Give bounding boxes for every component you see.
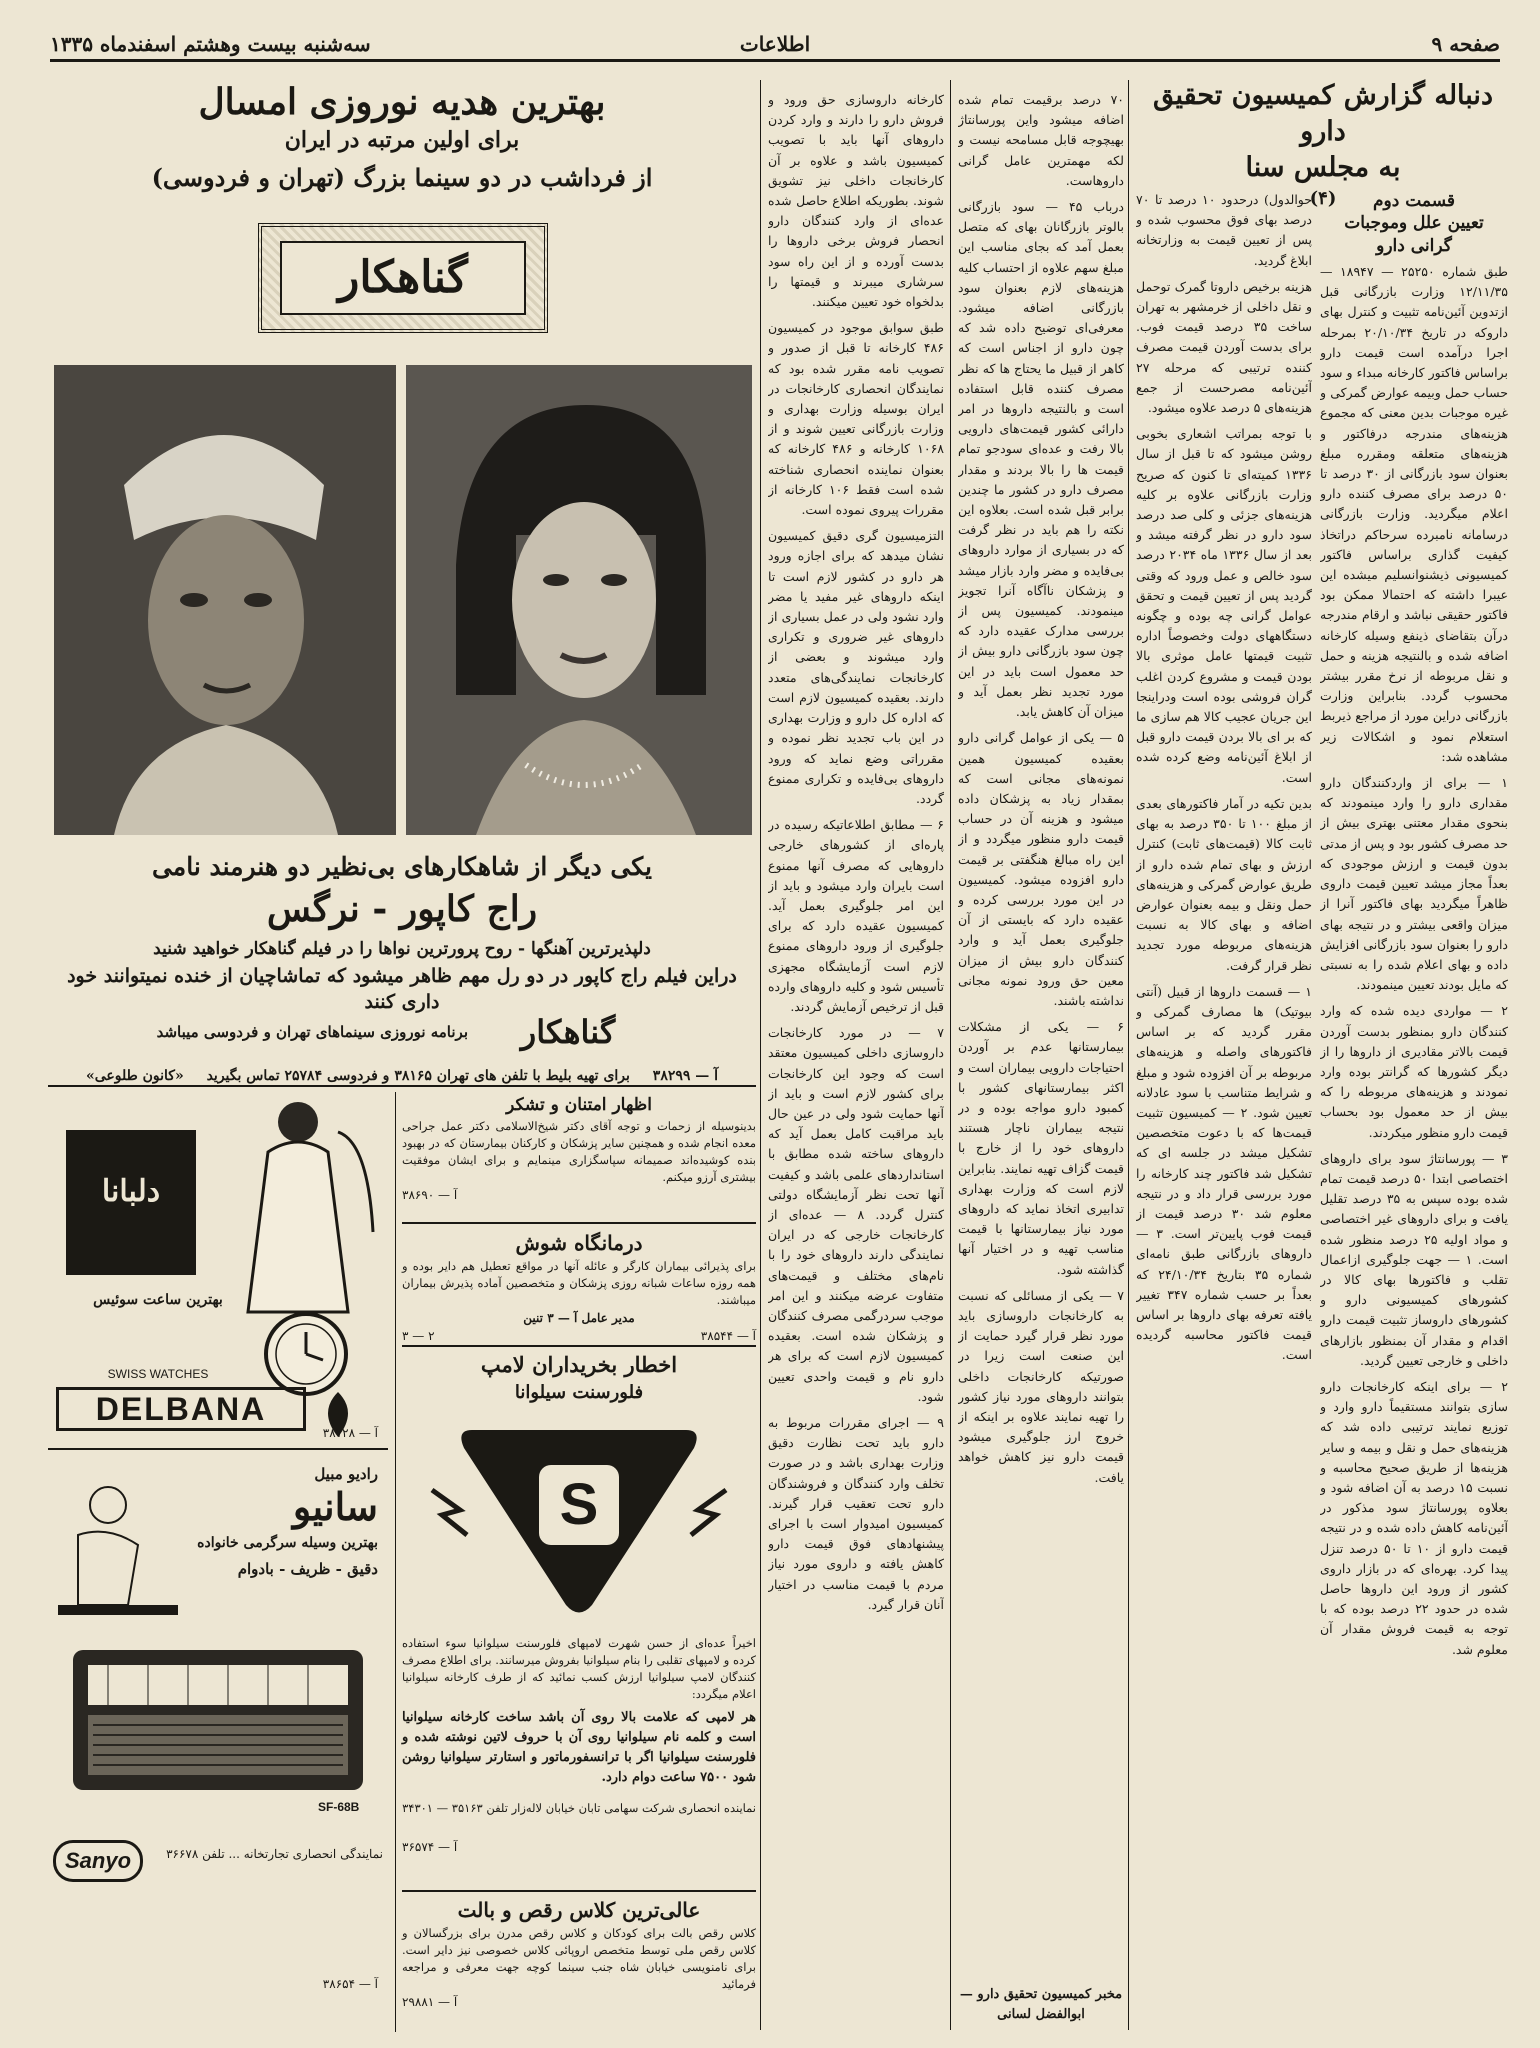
radio-agent: نمایندگی انحصاری تجارتخانه ... تلفن ۳۶۶۷۸ (166, 1847, 383, 1861)
paragraph: التزمیسیون گری دقیق کمیسیون نشان میدهد که برای اجازه ورود هر دارو در کشور لازم است تا اینکه داروهای غیر مفید یا مضر وارد نشود ولی در عمل بسیاری از داروهای غیر ضروری و تکراری وارد میشوند و بعضی از کارخانجات نمایندگی‌های متعدد دارند. بعقیده کمیسیون لازم است که اداره کل دارو و وزارت بهداری در این باب تجدید نظر نموده و مقرراتی وضع نماید که ورود داروهای بی‌فایده و تکراری ممنوع گردد. (768, 528, 944, 806)
column-rule (1128, 80, 1129, 2030)
article-title-line2: به مجلس سنا (1245, 152, 1401, 183)
lamp-body: اخیراً عده‌ای از حسن شهرت لامپهای فلورسنت سیلوانیا سوء استفاده کرده و لامپهای تقلبی را بنام سیلوانیا بفروش میرسانند. برای اطلاع مصرف کنندگان لامپ سیلوانیا ارزش کسب نمائید که از طرف کارخانه سیلوانیا اعلام میگردد: (402, 1636, 756, 1701)
header-paper-name: اطلاعات (739, 32, 811, 56)
paragraph: کارخانه داروسازی حق ورود و فروش دارو را دارند و وارد کردن داروهای آنها باید با تصویب کمیسیون باشد و علاوه بر آن کارخانجات داخلی نیز تشویق شوند. بطوریکه اطلاع حاصل شده عده‌ای از وارد کنندگان دارو انحصار فروش برخی داروها را بدست آورده و از این راه سود سرشاری میبرند و قیمتها را بدلخواه خود تعیین میکنند. (768, 92, 944, 310)
section-divider (402, 1345, 756, 1347)
column-rule (950, 80, 951, 2030)
paragraph: ۷ — در مورد کارخانجات داروسازی داخلی کمیسیون معتقد است که وجود این کارخانجات برای کشور لازم است و باید از آنها حمایت شود ولی در عین حال باید مراقبت کامل بعمل آید که داروهای ساخته شده مطابق با استانداردهای علمی باشد و کیفیت آنها تحت نظر آزمایشگاه دولتی کنترل گردد. ۸ — عده‌ای از کارخانجات خارجی که در ایران نمایندگی دارند داروهای خود را با نام‌های مختلف و قیمت‌های متفاوت عرضه میکنند و این امر موجب سردرگمی مصرف کنندگان و پزشکان شده است. بعقیده کمیسیون لازم است که برای هر دارو نام و قیمت واحدی تعیین شود. (768, 1025, 944, 1404)
agency-credit: «کانون طلوعی» (85, 1068, 184, 1084)
ref-number: آ — ۳۸۲۹۹ (652, 1068, 719, 1084)
portrait-man-image (54, 365, 396, 835)
lamp-ad (402, 1350, 756, 1885)
paragraph: حوالدول) درحدود ۱۰ درصد تا ۷۰ درصد بهای فوق محسوب شده و پس از تعیین قیمت به وزارتخانه ابلاغ گردید. (1136, 192, 1312, 268)
section-divider (402, 1890, 756, 1892)
paragraph: ۲ — مواردی دیده شده که وارد کنندگان دارو بمنظور بدست آوردن قیمت بالاتر مقادیری از داروها را از دیگر کشورها که گرانتر بوده وارد نمودند و هزینه‌های مربوطه را که بیش از حد معمول بود بحساب قیمت دارو منظور میکردند. (1320, 1003, 1508, 1140)
portrait-woman-image (406, 365, 752, 835)
paragraph: ۶ — مطابق اطلاعاتیکه رسیده در پاره‌ای از کشورهای خارجی داروهایی که مصرف آنها ممنوع است بایران وارد میشود و باید از این امر جلوگیری بعمل آید. کمیسیون عقیده دارد که برای جلوگیری از ورود داروهای ممنوع لازم است آزمایشگاه مجهزی تأسیس شود و کلیه داروهای وارده قبل از ترخیص آزمایش گردند. (768, 817, 944, 1014)
header-date: سه‌شنبه بیست وهشتم اسفندماه ۱۳۳۵ (50, 32, 371, 56)
movie-songs: دلپذیرترین آهنگها - روح پرورترین نواها را در فیلم گناهکار خواهید شنید (153, 939, 651, 959)
dance-class-ad (402, 1895, 756, 2035)
radio-brand-en: Sanyo (53, 1840, 143, 1882)
paragraph: ۱ — برای از واردکنندگان دارو مقداری دارو را وارد مینمودند که بنحوی مقدار معتنی بهتری بیش از حد مصرف کشور بود و پس از مدتی بدون قیمت و ارزش موجودی که بعداً مجاز میشد تعیین قیمت داروی ظاهراً میگردید بهای فاکتور آنرا از میزان واقعی بیشتر و در نتیجه بهای دارو را بعنوان سود بازرگانی افزایش داده و بهای اعلام شده را به نسبتی که مایل بودند تعیین مینمودند. (1320, 775, 1508, 993)
movie-program: برنامه نوروزی سینماهای تهران و فردوسی میباشد (156, 1023, 468, 1041)
ref-number: آ — ۳۸۶۵۴ (322, 1977, 378, 1991)
thanks-ad (402, 1092, 756, 1217)
clinic-director: مدیر عامل آ — ۳ تنین (523, 1311, 635, 1325)
watch-ad (48, 1092, 388, 1442)
watch-brand-fa: دلبانا (101, 1174, 161, 1209)
header-page-number: صفحه ۹ (1431, 32, 1500, 56)
paragraph: ۹ — اجرای مقررات مربوط به دارو باید تحت نظارت دقیق وزارت بهداری باشد و در صورت تخلف وارد کنندگان و فروشندگان دارو تحت تعقیب قرار گیرند. کمیسیون امیدوار است با اجرای پیشنهادهای فوق قیمت دارو کاهش یافته و داروی مورد نیاز مردم با قیمت مناسب در اختیار آنان قرار گیرد. (768, 1415, 944, 1612)
radio-ad (48, 1455, 388, 2000)
watch-tagline: بهترین ساعت سوئیس (93, 1292, 223, 1308)
woman-listening-illustration (48, 1475, 188, 1635)
paragraph: طبق شماره ۲۵۲۵۰ — ۱۸۹۴۷ — ۱۲/۱۱/۳۵ وزارت بازرگانی قبل ازتدوین آئین‌نامه تثبیت و کنترل بهای داروکه در تاریخ ۲۰/۱۰/۳۴ بمرحله اجرا درآمده است قیمت دارو براساس فاکتور کارخانه مبداء و سود حساب حمل وبیمه عوارض گمرکی و غیره موجبات بدین معنی که مجموع هزینه‌های مندرجه درفاکتور و هزینه‌های متعلقه ومقرره مبلغ بعنوان سود بازرگانی از ۳۰ درصد تا ۵۰ درصد برای مصرف کننده دارو اعلام میگردید. وزارت بازرگانی درسامانه نامبرده سرحاکم دراتخاذ کیفیت گذاری براساس فاکتور کمیسیونی ذیشنوانسلیم میشده این عیبرا داشته که احتمالا ممکن بود فاکتور حقیقی نباشد و ارقام مندرجه درآن بتقاضای ذینفع وسیله کارخانه اضافه شده و بالنتیجه هزینه و حمل و نقل مربوطه از نرخ مقرر بیشتر محسوب گردد. بنابراین وزارت بازرگانی دراین مورد از مراجع ذیربط استعلام نمود و اشکالات زیر مشاهده شد: (1320, 264, 1508, 764)
movie-cinemas: از فرداشب در دو سینما بزرگ (تهران و فردوسی) (151, 163, 653, 192)
sylvania-logo-letter: S (559, 1472, 599, 1537)
clinic-body: برای پذیرائی بیماران کارگر و عائله آنها در مواقع تعطیل هم دایر بوده و همه روزه ساعات شبانه روزی پزشکان و متخصصین آماده پذیرش بیماران میباشند. (402, 1259, 756, 1307)
radio-label: رادیو مبیل (314, 1465, 378, 1483)
ref-number: آ — ۳۸۵۴۴ (700, 1329, 756, 1343)
ticket-info: برای تهیه بلیط با تلفن های تهران ۳۸۱۶۵ و فردوسی ۲۵۷۸۴ تماس بگیرید (206, 1068, 630, 1084)
movie-description: دراین فیلم راج کاپور در دو رل مهم ظاهر میشود که تماشاچیان از خنده نمیتوانند خود داری کنند (67, 965, 737, 1013)
article-title: دنباله گزارش کمیسیون تحقیق دارو (1153, 80, 1493, 147)
section-subtitle-2: گرانی دارو (1376, 236, 1452, 256)
paragraph: هزینه برخیص داروتا گمرک توحمل و نقل داخلی از خرمشهر به تهران ساخت ۳۵ درصد قیمت فوب. برای بدست آوردن قیمت مصرف کننده ترتیبی که مرحله ۲۷ آئین‌نامه مصرحست از جمع هزینه‌های ۵ درصد علاوه میشود. (1136, 278, 1312, 416)
clinic-ad (402, 1228, 756, 1343)
article-column-2 (1136, 190, 1312, 2040)
section-subtitle: تعیین علل وموجبات (1344, 213, 1484, 233)
lamp-body-2: هر لامپی که علامت بالا روی آن باشد ساخت کارخانه سیلوانیا است و کلمه نام سیلوانیا روی آن با حروف لاتین نوشته شده و فلورسنت سیلوانیا اگر با ترانسفورماتور و استارتر سیلوانیا روشن شود ۷۵۰۰ ساعت دوام دارد. (402, 1710, 756, 1785)
paragraph: طبق سوابق موجود در کمیسیون ۴۸۶ کارخانه تا قبل از صدور و تصویب نامه مقرر شده بود که نمایندگان انحصاری کارخانجات در ایران بوسیله وزارت بهداری و وزارت بازرگانی تعیین شوند و از ۱۰۶۸ کارخانه و ۴۸۶ کارخانه که بعنوان نماینده انحصاری شناخته شده است فقط ۱۰۶ کارخانه از مقررات پیروی نموده است. (768, 320, 944, 518)
page-header (50, 30, 1500, 62)
paragraph: با توجه بمراتب اشعاری بخوبی روشن میشود که تا قبل از سال ۱۳۳۶ کمیته‌ای تا کنون که صریح وزارت بازرگانی علاوه بر کلیه هزینه‌های جزئی و کلی صد درصد سود دارو در نظر گرفته میشد و بعد از سال ۱۳۳۶ ماه ۲۰۳۴ درصد سود خالص و عمل ورود که وقتی گردید پس از تعیین قیمت و تحقق عوامل گرانی چه بوده و چگونه دستگاههای دولت وخصوصاً اداره تثبیت قیمتها عامل موثری بالا بودن قیمت و مشروع کردن اغلب گران فروشی بوده است ودراینجا این جریان عجیب کالا هم سازی ما که بر ای بالا بردن قیمت دارو قبل از ابلاغ آئین‌نامه وضع کرده شده است. (1136, 426, 1312, 785)
section-title: قسمت دوم (1372, 191, 1456, 211)
middle-column-2 (768, 90, 944, 2040)
dance-class-body: کلاس رقص بالت برای کودکان و کلاس رقص مدرن برای بزرگسالان و کلاس رقص ملی توسط متخصص اروپائی کلاس خصوصی نیز دایر است. برای نامنویسی خیابان شاه جنب سینما کوچه جهت معرفی و مراجعه فرمائید (402, 1926, 756, 1991)
radio-set-image (68, 1640, 368, 1800)
paragraph: ۷ — یکی از مسائلی که نسبت به کارخانجات داروسازی باید مورد نظر قرار گیرد حمایت از این صنعت است زیرا در صورتیکه کارخانجات داخلی بتوانند داروهای مورد نیاز کشور را تهیه نمایند علاوه بر اینکه از خروج ارز جلوگیری میشود قیمت دارو نیز کاهش خواهد یافت. (958, 1287, 1124, 1485)
film-title-frame (258, 223, 548, 333)
dance-class-title: عالی‌ترین کلاس رقص و بالت (457, 1898, 701, 1922)
paragraph: درباب ۴۵ — سود بازرگانی بالوتر بازرگانان بهای که متصل بعمل آمد که بجای مناسب این مبلغ سهم علاوه از احتساب کلیه هزینه‌های لازم بعنوان سود بازرگانی اضافه میشود. معرفی‌ای توضیح داده شد که چون دارو از اجناس است که کاهر از قبیل ما یحتاج ها که نظر مصرف کننده قابل استفاده است و بالنتیجه داروها در امر دارائی کشور قیمت‌های دارویی بالا رفت و عده‌ای سودجو تمام قیمت ها را بالا بردند و مقدار مصرف دارو در کشور ما چندین برابر قبل شده است. بعلاوه این نکته را هم باید در نظر گرفت که در بسیاری از موارد داروهای بی‌فایده و مضر وارد بازار میشد و پزشکان ناآگاه آنرا تجویز مینمودند. کمیسیون پس از بررسی مدارک عقیده دارد که چون سود بازرگانی دارو بیش از حد معمول است باید در این مورد تجدید نظر بعمل آید و میزان آن کاهش یابد. (958, 199, 1124, 720)
thanks-body: بدینوسیله از زحمات و توجه آقای دکتر شیخ‌الاسلامی دکتر عمل جراحی معده انجام شده و همچنین سایر پزشکان و کارکنان بیمارستان که در بهبود بنده کوشیده‌اند صمیمانه سپاسگزاری مینمایم و برای ایشان موفقیت بیشتری آرزو میکنم. (402, 1119, 756, 1184)
swiss-watches-text: SWISS WATCHES (107, 1367, 209, 1381)
section-divider (48, 1085, 756, 1087)
article-column-1 (1320, 190, 1508, 2040)
movie-subheadline: برای اولین مرتبه در ایران (284, 127, 520, 153)
clinic-refs (402, 1327, 756, 1345)
watch-brand-en: DELBANA (56, 1387, 306, 1431)
article-part: (۴) (1309, 188, 1337, 209)
radio-qualities: دقیق - ظریف - بادوام (237, 1560, 378, 1578)
movie-tickets (48, 1065, 756, 1087)
column-rule (395, 1092, 396, 2032)
article-signature: مخبر کمیسیون تحقیق دارو — ابوالفضل لسانی (958, 1985, 1124, 2025)
film-title: گناهکار (280, 241, 526, 315)
movie-ad (48, 75, 756, 1040)
paragraph: ۵ — یکی از عوامل گرانی دارو بعقیده کمیسیون همین نمونه‌های مجانی است که بمقدار زیاد به پزشکان داده میشود و هزینه آن در حساب قیمت دارو منظور میگردد و از این راه مبالغ هنگفتی بر قیمت دارو افزوده میشود. کمیسیون در این مورد بررسی کرده و عقیده دارد که بایستی از آن جلوگیری بعمل آید و وارد کنندگان دارو بیش از میزان معین حق ورود نمونه مجانی نداشته باشند. (958, 730, 1124, 1008)
ref-number: آ — ۲۹۸۸۱ (402, 1995, 458, 2009)
section-divider (48, 1448, 388, 1450)
column-rule (760, 80, 761, 2030)
lamp-agent: نماینده انحصاری شرکت سهامی تابان خیابان لاله‌زار تلفن ۳۵۱۶۳ — ۳۴۳۰۱ (402, 1801, 756, 1815)
ref-number: آ — ۳۶۵۷۴ (402, 1840, 458, 1854)
film-title-2: گناهکار (520, 1013, 616, 1051)
paragraph: ۷۰ درصد برقیمت تمام شده اضافه میشود واین پورسانتاژ بهیچوجه قابل مسامحه نیست و لکه مهمترین عامل گرانی داروهاست. (958, 92, 1124, 188)
paragraph: ۱ — قسمت داروها از قبیل (آنتی بیوتیک) ها مصارف گمرکی و مقرر گردید که بر اساس فاکتورهای واصله و هزینه‌های مربوطه بر آن افزوده شود و مبلغ و شرایط متناسب با سود عادلانه تعیین شود. ۲ — کمیسیون تثبیت قیمت‌ها که با دعوت متخصصین تشکیل میشد در جلسه ای که تشکیل شد فاکتور چند کارخانه را مورد بررسی قرار داد و در نتیجه معلوم شد ۳۰ درصد قیمت از قیمت فوب پایین‌تر است. ۳ — داروهای بازرگانی طبق نامه‌ای شماره ۳۵ بتاریخ ۲۴/۱۰/۳۴ که بعداً بر حسب شماره ۳۴۷ تغییر یافته تعرفه بهای داروها بر اساس قیمت فاکتور محاسبه گردیده است. (1136, 983, 1312, 1363)
lamp-title: اخطار بخریداران لامپ (480, 1352, 678, 1377)
ref-number-2: ۲ — ۳ (402, 1329, 435, 1343)
section-divider (402, 1222, 756, 1224)
ref-number: آ — ۳۸۷۲۸ (322, 1426, 378, 1440)
photo-raj-kapoor (54, 365, 396, 835)
paragraph: بدین تکیه در آمار فاکتورهای بعدی از مبلغ ۱۰۰ تا ۳۵۰ درصد به بهای ثابت کالا (قیمت‌های ثابت) کنترل ارزش و بهای تمام شده دارو از طریق عوارض گمرکی و هزینه‌های حمل ونقل و بیمه بعنوان عوارض اضافه و بهای کالا به نسبت هزینه‌های مربوطه مورد تجدید نظر قرار گرفت. (1136, 795, 1312, 973)
radio-brand-fa: سانیو (292, 1484, 378, 1529)
movie-headline: بهترین هدیه نوروزی امسال (198, 81, 606, 123)
ref-number: آ — ۳۸۶۹۰ (402, 1188, 458, 1202)
clinic-title: درمانگاه شوش (515, 1231, 643, 1255)
paragraph: ۶ — یکی از مشکلات بیمارستانها عدم بر آوردن احتیاجات دارویی بیماران است و اکثر بیمارستانهای کشور با کمبود دارو مواجه بوده و در نتیجه بیماران ناچار هستند داروهای خود را از خارج با قیمت گزاف تهیه نمایند. بنابراین لازم است که وزارت بهداری تدابیری اتخاذ نماید که داروهای مورد نیاز بیمارستانها با قیمت مناسب تهیه و در اختیار آنها گذاشته شود. (958, 1019, 1124, 1277)
movie-stars: راج کاپور - نرگس (266, 888, 538, 930)
lamp-subtitle: فلورسنت سیلوانا (514, 1382, 644, 1403)
paragraph: ۲ — برای اینکه کارخانجات دارو سازی بتوانند مستقیماً دارو وارد و توزیع نمایند ترتیبی داده شد که هزینه‌های حمل و نقل و بیمه و سایر هزینه‌ها از طریق صحیح محاسبه و نسبت ۱۵ درصد به آن اضافه شود و بعلاوه پورسانتاژ سود مذکور در آئین‌نامه کاهش داده شده و در نتیجه قیمت دارو از ۱۰ تا ۵۰ درصد تنزل پیدا کرد. بهره‌ای که در بازار داروی کشور از ورود این داروها حاصل شده در حدود ۲۲ درصد بوده که با توجه به قیمت فروش مقدار آن معلوم شد. (1320, 1378, 1508, 1657)
radio-tagline: بهترین وسیله سرگرمی خانواده (197, 1535, 378, 1551)
thanks-title: اظهار امتنان و تشکر (506, 1095, 652, 1115)
middle-column-1 (958, 90, 1124, 2040)
movie-tagline: یکی دیگر از شاهکارهای بی‌نظیر دو هنرمند نامی (151, 852, 653, 881)
paragraph: ۳ — پورسانتاژ سود برای داروهای اختصاصی ابتدا ۵۰ درصد قیمت تمام شده بوده سپس به ۳۵ درصد تقلیل یافت و برای داروهای غیر اختصاصی و مواد اولیه ۲۵ درصد منظور شده است. ۱ — جهت جلوگیری ازاعمال تقلب و فاکتورها بهای کالا در کشورهای کمیسیونی دارو و کشورهای داروساز تثبیت قیمت دارو اقدام و مقدار آن بمنظور بازارهای داخلی و خارجی تعیین گردید. (1320, 1150, 1508, 1368)
radio-model: SF-68B (318, 1800, 360, 1814)
photo-nargis (406, 365, 752, 835)
